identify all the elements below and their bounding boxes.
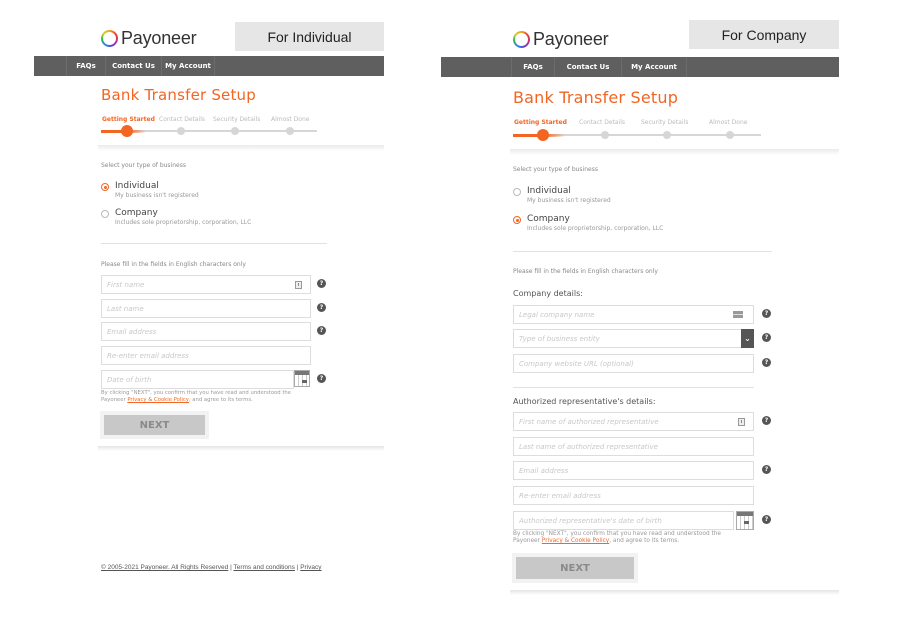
help-icon[interactable]: ? xyxy=(762,333,771,342)
first-name-input[interactable] xyxy=(107,281,310,289)
email-field[interactable] xyxy=(101,322,311,341)
business-type-prompt: Select your type of business xyxy=(513,166,598,173)
business-entity-select[interactable] xyxy=(513,329,754,348)
radio-individual[interactable] xyxy=(101,181,199,200)
step-dot xyxy=(601,131,609,139)
nav-spacer xyxy=(34,56,67,76)
individual-form-panel xyxy=(34,0,384,617)
step-dot xyxy=(726,131,734,139)
privacy-link[interactable]: Privacy xyxy=(300,564,322,571)
divider xyxy=(513,251,772,252)
company-website-input[interactable] xyxy=(519,360,753,368)
autofill-card-icon xyxy=(733,311,743,318)
step-security-details: Security Details xyxy=(213,116,261,123)
nav-contact-us[interactable]: Contact Us xyxy=(106,56,162,76)
consent-suffix: , and agree to its terms. xyxy=(188,397,253,403)
step-getting-started: Getting Started xyxy=(102,116,155,123)
step-almost-done: Almost Done xyxy=(709,119,748,126)
email-confirm-input[interactable] xyxy=(107,352,310,360)
business-entity-input[interactable] xyxy=(519,335,753,343)
radio-unchecked-icon[interactable] xyxy=(513,188,521,196)
copyright-link[interactable]: © 2005-2021 Payoneer. All Rights Reserved xyxy=(101,564,229,571)
top-nav xyxy=(34,56,384,76)
for-company-tag: For Company xyxy=(689,20,839,49)
rep-details-label: Authorized representative's details: xyxy=(513,397,656,406)
radio-subtitle: My business isn't registered xyxy=(115,192,199,199)
help-icon[interactable]: ? xyxy=(762,309,771,318)
id-card-icon xyxy=(295,281,302,289)
help-icon[interactable]: ? xyxy=(762,465,771,474)
dob-field[interactable] xyxy=(101,370,294,389)
progress-steps xyxy=(101,116,321,140)
section-shadow xyxy=(98,145,384,151)
radio-unchecked-icon[interactable] xyxy=(101,210,109,218)
company-website-field[interactable] xyxy=(513,354,754,373)
payoneer-logo[interactable] xyxy=(101,28,196,49)
radio-title: Individual xyxy=(115,181,159,191)
rep-first-name-field[interactable] xyxy=(513,412,754,431)
english-hint: Please fill in the fields in English characters only xyxy=(101,261,246,268)
step-almost-done: Almost Done xyxy=(271,116,310,123)
dob-input[interactable] xyxy=(107,376,293,384)
nav-faqs[interactable]: FAQs xyxy=(67,56,106,76)
payoneer-ring-icon xyxy=(101,30,118,47)
step-dot-active xyxy=(537,129,549,141)
chevron-down-icon[interactable]: ⌄ xyxy=(741,329,754,348)
logo-text: Payoneer xyxy=(533,29,609,49)
privacy-policy-link[interactable]: Privacy & Cookie Policy xyxy=(541,538,610,544)
help-icon[interactable]: ? xyxy=(762,358,771,367)
radio-company[interactable] xyxy=(101,208,251,227)
last-name-field[interactable] xyxy=(101,299,311,318)
footer-separator: | xyxy=(294,564,301,571)
help-icon[interactable]: ? xyxy=(317,279,326,288)
footer-separator: | xyxy=(228,564,234,571)
consent-suffix: , and agree to its terms. xyxy=(609,538,680,544)
privacy-policy-link[interactable]: Privacy & Cookie Policy xyxy=(127,397,189,403)
first-name-field[interactable] xyxy=(101,275,311,294)
step-contact-details: Contact Details xyxy=(579,119,626,126)
radio-checked-icon[interactable] xyxy=(101,183,109,191)
email-confirm-field[interactable] xyxy=(101,346,311,365)
section-shadow xyxy=(510,149,839,155)
help-icon[interactable]: ? xyxy=(317,374,326,383)
company-details-label: Company details: xyxy=(513,289,583,298)
logo-text: Payoneer xyxy=(121,28,197,48)
radio-title: Company xyxy=(115,208,158,218)
radio-subtitle: My business isn't registered xyxy=(527,197,611,204)
next-button[interactable]: NEXT xyxy=(516,557,634,579)
help-icon[interactable]: ? xyxy=(317,303,326,312)
rep-dob-input[interactable] xyxy=(519,517,733,525)
nav-spacer xyxy=(441,57,512,77)
email-confirm-field[interactable] xyxy=(513,486,754,505)
id-card-icon xyxy=(738,418,745,426)
next-button-wrap xyxy=(100,411,209,439)
radio-subtitle: Includes sole proprietorship, corporation, LLC xyxy=(115,219,252,226)
last-name-input[interactable] xyxy=(107,305,310,313)
legal-company-name-field[interactable] xyxy=(513,305,754,324)
radio-checked-icon[interactable] xyxy=(513,216,521,224)
for-individual-tag: For Individual xyxy=(235,22,384,51)
rep-dob-field[interactable] xyxy=(513,511,734,530)
calendar-icon[interactable] xyxy=(736,511,754,530)
step-getting-started: Getting Started xyxy=(514,119,567,126)
consent-prefix: By clicking "NEXT", you confirm that you have read and understood the Payoneer xyxy=(101,390,292,403)
nav-faqs[interactable]: FAQs xyxy=(512,57,555,77)
terms-link[interactable]: Terms and conditions xyxy=(233,564,295,571)
consent-text xyxy=(101,390,301,404)
email-field[interactable] xyxy=(513,461,754,480)
radio-individual[interactable] xyxy=(513,186,611,205)
next-button-wrap xyxy=(512,553,638,583)
calendar-icon[interactable] xyxy=(294,370,310,387)
step-dot xyxy=(177,127,185,135)
footer xyxy=(101,564,322,571)
step-dot xyxy=(663,131,671,139)
email-input[interactable] xyxy=(519,467,753,475)
bottom-shadow xyxy=(98,446,384,451)
radio-title: Company xyxy=(527,214,570,224)
english-hint: Please fill in the fields in English characters only xyxy=(513,268,658,275)
payoneer-ring-icon xyxy=(513,31,530,48)
divider xyxy=(101,243,327,244)
company-form-panel xyxy=(441,0,839,617)
consent-prefix: By clicking "NEXT", you confirm that you have read and understood the Payoneer xyxy=(513,531,721,544)
radio-subtitle: Includes sole proprietorship, corporation, LLC xyxy=(527,225,664,232)
page-title: Bank Transfer Setup xyxy=(101,86,256,104)
payoneer-logo[interactable] xyxy=(513,29,608,50)
step-dot xyxy=(231,127,239,135)
help-icon[interactable]: ? xyxy=(762,515,771,524)
radio-company[interactable] xyxy=(513,214,663,233)
radio-title: Individual xyxy=(527,186,571,196)
nav-my-account[interactable]: My Account xyxy=(162,56,215,76)
next-button[interactable]: NEXT xyxy=(104,415,205,435)
nav-contact-us[interactable]: Contact Us xyxy=(555,57,622,77)
page-title: Bank Transfer Setup xyxy=(513,88,679,107)
rep-last-name-field[interactable] xyxy=(513,437,754,456)
rep-last-name-input[interactable] xyxy=(519,443,753,451)
email-confirm-input[interactable] xyxy=(519,492,753,500)
rep-first-name-input[interactable] xyxy=(519,418,753,426)
progress-steps xyxy=(513,119,763,143)
step-dot xyxy=(286,127,294,135)
bottom-shadow xyxy=(510,590,839,595)
nav-my-account[interactable]: My Account xyxy=(622,57,687,77)
email-input[interactable] xyxy=(107,328,310,336)
step-contact-details: Contact Details xyxy=(159,116,206,123)
help-icon[interactable]: ? xyxy=(317,326,326,335)
divider xyxy=(513,387,754,388)
help-icon[interactable]: ? xyxy=(762,416,771,425)
top-nav xyxy=(441,57,839,77)
business-type-prompt: Select your type of business xyxy=(101,162,186,169)
step-dot-active xyxy=(121,125,133,137)
consent-text xyxy=(513,531,743,545)
step-security-details: Security Details xyxy=(641,119,689,126)
legal-company-name-input[interactable] xyxy=(519,311,753,319)
